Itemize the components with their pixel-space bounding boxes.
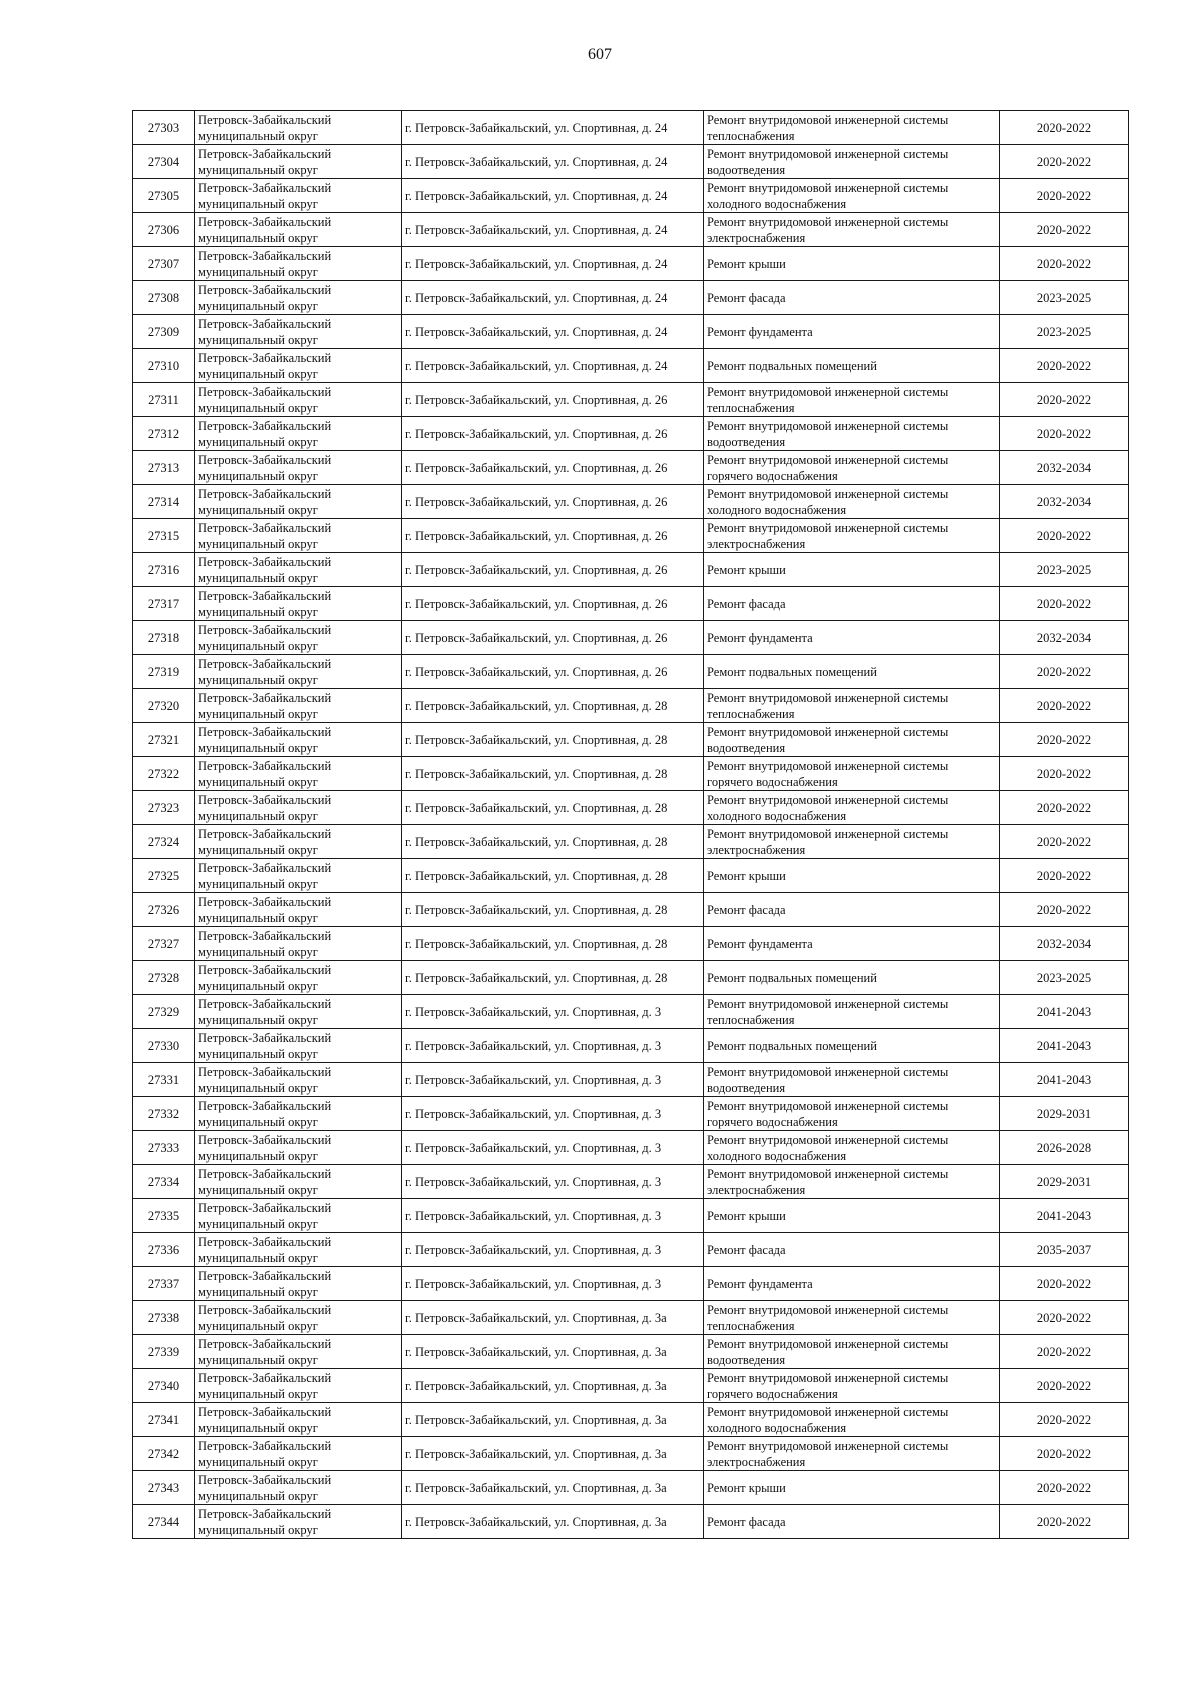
- address-cell: г. Петровск-Забайкальский, ул. Спортивная, д. 28: [402, 757, 704, 791]
- municipality-cell: Петровск-Забайкальский муниципальный округ: [195, 825, 402, 859]
- municipality-cell: Петровск-Забайкальский муниципальный округ: [195, 1199, 402, 1233]
- period-cell: 2020-2022: [1000, 1437, 1129, 1471]
- municipality-cell: Петровск-Забайкальский муниципальный округ: [195, 621, 402, 655]
- table-row: [133, 1437, 1129, 1471]
- work-type-cell: Ремонт внутридомовой инженерной системы холодного водоснабжения: [704, 1403, 1000, 1437]
- row-number-cell: 27338: [133, 1301, 195, 1335]
- row-number-cell: 27319: [133, 655, 195, 689]
- address-cell: г. Петровск-Забайкальский, ул. Спортивная, д. 26: [402, 655, 704, 689]
- work-type-cell: Ремонт внутридомовой инженерной системы холодного водоснабжения: [704, 1131, 1000, 1165]
- period-cell: 2032-2034: [1000, 621, 1129, 655]
- municipality-cell: Петровск-Забайкальский муниципальный округ: [195, 1301, 402, 1335]
- municipality-cell: Петровск-Забайкальский муниципальный округ: [195, 349, 402, 383]
- period-cell: 2026-2028: [1000, 1131, 1129, 1165]
- municipality-cell: Петровск-Забайкальский муниципальный округ: [195, 145, 402, 179]
- row-number-cell: 27303: [133, 111, 195, 145]
- municipality-cell: Петровск-Забайкальский муниципальный округ: [195, 111, 402, 145]
- table-row: [133, 689, 1129, 723]
- address-cell: г. Петровск-Забайкальский, ул. Спортивная, д. 26: [402, 451, 704, 485]
- work-type-cell: Ремонт крыши: [704, 553, 1000, 587]
- period-cell: 2032-2034: [1000, 451, 1129, 485]
- row-number-cell: 27343: [133, 1471, 195, 1505]
- row-number-cell: 27339: [133, 1335, 195, 1369]
- period-cell: 2023-2025: [1000, 281, 1129, 315]
- table-row: [133, 213, 1129, 247]
- table-row: [133, 995, 1129, 1029]
- table-row: [133, 281, 1129, 315]
- work-type-cell: Ремонт фасада: [704, 281, 1000, 315]
- municipality-cell: Петровск-Забайкальский муниципальный округ: [195, 553, 402, 587]
- work-type-cell: Ремонт фасада: [704, 587, 1000, 621]
- work-type-cell: Ремонт внутридомовой инженерной системы горячего водоснабжения: [704, 757, 1000, 791]
- period-cell: 2029-2031: [1000, 1165, 1129, 1199]
- address-cell: г. Петровск-Забайкальский, ул. Спортивная, д. 3: [402, 1097, 704, 1131]
- row-number-cell: 27307: [133, 247, 195, 281]
- row-number-cell: 27326: [133, 893, 195, 927]
- table-row: [133, 145, 1129, 179]
- municipality-cell: Петровск-Забайкальский муниципальный округ: [195, 1063, 402, 1097]
- period-cell: 2020-2022: [1000, 757, 1129, 791]
- row-number-cell: 27306: [133, 213, 195, 247]
- period-cell: 2020-2022: [1000, 383, 1129, 417]
- work-type-cell: Ремонт подвальных помещений: [704, 655, 1000, 689]
- period-cell: 2032-2034: [1000, 485, 1129, 519]
- work-type-cell: Ремонт подвальных помещений: [704, 1029, 1000, 1063]
- row-number-cell: 27318: [133, 621, 195, 655]
- address-cell: г. Петровск-Забайкальский, ул. Спортивная, д. 3а: [402, 1335, 704, 1369]
- address-cell: г. Петровск-Забайкальский, ул. Спортивная, д. 26: [402, 587, 704, 621]
- row-number-cell: 27327: [133, 927, 195, 961]
- period-cell: 2020-2022: [1000, 1505, 1129, 1539]
- repair-schedule-table: [132, 110, 1129, 1539]
- period-cell: 2020-2022: [1000, 1471, 1129, 1505]
- row-number-cell: 27315: [133, 519, 195, 553]
- address-cell: г. Петровск-Забайкальский, ул. Спортивная, д. 3: [402, 1267, 704, 1301]
- address-cell: г. Петровск-Забайкальский, ул. Спортивная, д. 28: [402, 791, 704, 825]
- work-type-cell: Ремонт внутридомовой инженерной системы водоотведения: [704, 1063, 1000, 1097]
- table-row: [133, 927, 1129, 961]
- municipality-cell: Петровск-Забайкальский муниципальный округ: [195, 1505, 402, 1539]
- row-number-cell: 27313: [133, 451, 195, 485]
- table-row: [133, 961, 1129, 995]
- address-cell: г. Петровск-Забайкальский, ул. Спортивная, д. 24: [402, 281, 704, 315]
- address-cell: г. Петровск-Забайкальский, ул. Спортивная, д. 3а: [402, 1403, 704, 1437]
- table-row: [133, 553, 1129, 587]
- work-type-cell: Ремонт внутридомовой инженерной системы теплоснабжения: [704, 1301, 1000, 1335]
- municipality-cell: Петровск-Забайкальский муниципальный округ: [195, 247, 402, 281]
- work-type-cell: Ремонт внутридомовой инженерной системы холодного водоснабжения: [704, 485, 1000, 519]
- address-cell: г. Петровск-Забайкальский, ул. Спортивная, д. 28: [402, 825, 704, 859]
- work-type-cell: Ремонт фундамента: [704, 315, 1000, 349]
- address-cell: г. Петровск-Забайкальский, ул. Спортивная, д. 28: [402, 893, 704, 927]
- work-type-cell: Ремонт фасада: [704, 1505, 1000, 1539]
- row-number-cell: 27334: [133, 1165, 195, 1199]
- row-number-cell: 27333: [133, 1131, 195, 1165]
- table-row: [133, 519, 1129, 553]
- municipality-cell: Петровск-Забайкальский муниципальный округ: [195, 587, 402, 621]
- row-number-cell: 27309: [133, 315, 195, 349]
- table-row: [133, 1335, 1129, 1369]
- municipality-cell: Петровск-Забайкальский муниципальный округ: [195, 1165, 402, 1199]
- period-cell: 2020-2022: [1000, 791, 1129, 825]
- municipality-cell: Петровск-Забайкальский муниципальный округ: [195, 893, 402, 927]
- row-number-cell: 27342: [133, 1437, 195, 1471]
- address-cell: г. Петровск-Забайкальский, ул. Спортивная, д. 26: [402, 383, 704, 417]
- address-cell: г. Петровск-Забайкальский, ул. Спортивная, д. 3а: [402, 1369, 704, 1403]
- period-cell: 2020-2022: [1000, 111, 1129, 145]
- row-number-cell: 27305: [133, 179, 195, 213]
- municipality-cell: Петровск-Забайкальский муниципальный округ: [195, 1403, 402, 1437]
- period-cell: 2020-2022: [1000, 1267, 1129, 1301]
- work-type-cell: Ремонт внутридомовой инженерной системы водоотведения: [704, 723, 1000, 757]
- period-cell: 2020-2022: [1000, 825, 1129, 859]
- table-row: [133, 247, 1129, 281]
- row-number-cell: 27304: [133, 145, 195, 179]
- municipality-cell: Петровск-Забайкальский муниципальный округ: [195, 281, 402, 315]
- table-row: [133, 417, 1129, 451]
- period-cell: 2020-2022: [1000, 689, 1129, 723]
- row-number-cell: 27335: [133, 1199, 195, 1233]
- table-row: [133, 179, 1129, 213]
- period-cell: 2020-2022: [1000, 723, 1129, 757]
- municipality-cell: Петровск-Забайкальский муниципальный округ: [195, 1029, 402, 1063]
- table-row: [133, 893, 1129, 927]
- table-row: [133, 1063, 1129, 1097]
- table-row: [133, 383, 1129, 417]
- address-cell: г. Петровск-Забайкальский, ул. Спортивная, д. 28: [402, 927, 704, 961]
- address-cell: г. Петровск-Забайкальский, ул. Спортивная, д. 26: [402, 621, 704, 655]
- page-number: 607: [588, 46, 612, 63]
- period-cell: 2020-2022: [1000, 349, 1129, 383]
- address-cell: г. Петровск-Забайкальский, ул. Спортивная, д. 28: [402, 689, 704, 723]
- address-cell: г. Петровск-Забайкальский, ул. Спортивная, д. 26: [402, 417, 704, 451]
- row-number-cell: 27328: [133, 961, 195, 995]
- municipality-cell: Петровск-Забайкальский муниципальный округ: [195, 1097, 402, 1131]
- work-type-cell: Ремонт фундамента: [704, 927, 1000, 961]
- period-cell: 2041-2043: [1000, 1063, 1129, 1097]
- work-type-cell: Ремонт внутридомовой инженерной системы электроснабжения: [704, 825, 1000, 859]
- address-cell: г. Петровск-Забайкальский, ул. Спортивная, д. 24: [402, 111, 704, 145]
- municipality-cell: Петровск-Забайкальский муниципальный округ: [195, 757, 402, 791]
- table-row: [133, 791, 1129, 825]
- address-cell: г. Петровск-Забайкальский, ул. Спортивная, д. 3: [402, 1029, 704, 1063]
- municipality-cell: Петровск-Забайкальский муниципальный округ: [195, 1437, 402, 1471]
- table-row: [133, 1369, 1129, 1403]
- period-cell: 2041-2043: [1000, 1029, 1129, 1063]
- row-number-cell: 27323: [133, 791, 195, 825]
- municipality-cell: Петровск-Забайкальский муниципальный округ: [195, 859, 402, 893]
- period-cell: 2041-2043: [1000, 1199, 1129, 1233]
- row-number-cell: 27317: [133, 587, 195, 621]
- work-type-cell: Ремонт внутридомовой инженерной системы электроснабжения: [704, 1437, 1000, 1471]
- municipality-cell: Петровск-Забайкальский муниципальный округ: [195, 655, 402, 689]
- municipality-cell: Петровск-Забайкальский муниципальный округ: [195, 1233, 402, 1267]
- address-cell: г. Петровск-Забайкальский, ул. Спортивная, д. 28: [402, 859, 704, 893]
- work-type-cell: Ремонт внутридомовой инженерной системы водоотведения: [704, 1335, 1000, 1369]
- work-type-cell: Ремонт крыши: [704, 859, 1000, 893]
- municipality-cell: Петровск-Забайкальский муниципальный округ: [195, 519, 402, 553]
- work-type-cell: Ремонт внутридомовой инженерной системы горячего водоснабжения: [704, 1097, 1000, 1131]
- work-type-cell: Ремонт внутридомовой инженерной системы теплоснабжения: [704, 995, 1000, 1029]
- table-row: [133, 825, 1129, 859]
- address-cell: г. Петровск-Забайкальский, ул. Спортивная, д. 24: [402, 213, 704, 247]
- address-cell: г. Петровск-Забайкальский, ул. Спортивная, д. 3: [402, 1165, 704, 1199]
- table-row: [133, 723, 1129, 757]
- address-cell: г. Петровск-Забайкальский, ул. Спортивная, д. 24: [402, 247, 704, 281]
- row-number-cell: 27344: [133, 1505, 195, 1539]
- table-row: [133, 1403, 1129, 1437]
- table-row: [133, 1301, 1129, 1335]
- address-cell: г. Петровск-Забайкальский, ул. Спортивная, д. 24: [402, 179, 704, 213]
- table-row: [133, 859, 1129, 893]
- period-cell: 2020-2022: [1000, 893, 1129, 927]
- work-type-cell: Ремонт крыши: [704, 1471, 1000, 1505]
- address-cell: г. Петровск-Забайкальский, ул. Спортивная, д. 28: [402, 723, 704, 757]
- address-cell: г. Петровск-Забайкальский, ул. Спортивная, д. 26: [402, 553, 704, 587]
- row-number-cell: 27320: [133, 689, 195, 723]
- row-number-cell: 27312: [133, 417, 195, 451]
- municipality-cell: Петровск-Забайкальский муниципальный округ: [195, 417, 402, 451]
- municipality-cell: Петровск-Забайкальский муниципальный округ: [195, 723, 402, 757]
- row-number-cell: 27330: [133, 1029, 195, 1063]
- address-cell: г. Петровск-Забайкальский, ул. Спортивная, д. 3а: [402, 1471, 704, 1505]
- row-number-cell: 27324: [133, 825, 195, 859]
- row-number-cell: 27329: [133, 995, 195, 1029]
- row-number-cell: 27337: [133, 1267, 195, 1301]
- period-cell: 2023-2025: [1000, 553, 1129, 587]
- period-cell: 2020-2022: [1000, 1335, 1129, 1369]
- work-type-cell: Ремонт внутридомовой инженерной системы горячего водоснабжения: [704, 1369, 1000, 1403]
- table-row: [133, 111, 1129, 145]
- period-cell: 2020-2022: [1000, 587, 1129, 621]
- municipality-cell: Петровск-Забайкальский муниципальный округ: [195, 213, 402, 247]
- period-cell: 2020-2022: [1000, 179, 1129, 213]
- work-type-cell: Ремонт фасада: [704, 1233, 1000, 1267]
- address-cell: г. Петровск-Забайкальский, ул. Спортивная, д. 24: [402, 315, 704, 349]
- address-cell: г. Петровск-Забайкальский, ул. Спортивная, д. 28: [402, 961, 704, 995]
- work-type-cell: Ремонт фундамента: [704, 1267, 1000, 1301]
- table-row: [133, 1165, 1129, 1199]
- table-row: [133, 1471, 1129, 1505]
- address-cell: г. Петровск-Забайкальский, ул. Спортивная, д. 3а: [402, 1505, 704, 1539]
- work-type-cell: Ремонт внутридомовой инженерной системы теплоснабжения: [704, 689, 1000, 723]
- municipality-cell: Петровск-Забайкальский муниципальный округ: [195, 1369, 402, 1403]
- period-cell: 2035-2037: [1000, 1233, 1129, 1267]
- period-cell: 2020-2022: [1000, 247, 1129, 281]
- period-cell: 2029-2031: [1000, 1097, 1129, 1131]
- address-cell: г. Петровск-Забайкальский, ул. Спортивная, д. 26: [402, 485, 704, 519]
- table-row: [133, 1505, 1129, 1539]
- municipality-cell: Петровск-Забайкальский муниципальный округ: [195, 383, 402, 417]
- row-number-cell: 27310: [133, 349, 195, 383]
- period-cell: 2020-2022: [1000, 213, 1129, 247]
- table-row: [133, 655, 1129, 689]
- row-number-cell: 27325: [133, 859, 195, 893]
- address-cell: г. Петровск-Забайкальский, ул. Спортивная, д. 3: [402, 1233, 704, 1267]
- period-cell: 2041-2043: [1000, 995, 1129, 1029]
- period-cell: 2020-2022: [1000, 519, 1129, 553]
- row-number-cell: 27322: [133, 757, 195, 791]
- work-type-cell: Ремонт внутридомовой инженерной системы водоотведения: [704, 417, 1000, 451]
- table-body: [133, 111, 1129, 1539]
- work-type-cell: Ремонт внутридомовой инженерной системы водоотведения: [704, 145, 1000, 179]
- row-number-cell: 27321: [133, 723, 195, 757]
- period-cell: 2020-2022: [1000, 859, 1129, 893]
- row-number-cell: 27341: [133, 1403, 195, 1437]
- address-cell: г. Петровск-Забайкальский, ул. Спортивная, д. 3: [402, 995, 704, 1029]
- table-row: [133, 451, 1129, 485]
- table-row: [133, 349, 1129, 383]
- work-type-cell: Ремонт крыши: [704, 247, 1000, 281]
- work-type-cell: Ремонт внутридомовой инженерной системы теплоснабжения: [704, 111, 1000, 145]
- row-number-cell: 27308: [133, 281, 195, 315]
- work-type-cell: Ремонт внутридомовой инженерной системы холодного водоснабжения: [704, 179, 1000, 213]
- address-cell: г. Петровск-Забайкальский, ул. Спортивная, д. 3: [402, 1063, 704, 1097]
- period-cell: 2020-2022: [1000, 1403, 1129, 1437]
- period-cell: 2023-2025: [1000, 315, 1129, 349]
- municipality-cell: Петровск-Забайкальский муниципальный округ: [195, 485, 402, 519]
- table-row: [133, 1199, 1129, 1233]
- address-cell: г. Петровск-Забайкальский, ул. Спортивная, д. 24: [402, 349, 704, 383]
- municipality-cell: Петровск-Забайкальский муниципальный округ: [195, 1267, 402, 1301]
- row-number-cell: 27340: [133, 1369, 195, 1403]
- address-cell: г. Петровск-Забайкальский, ул. Спортивная, д. 3а: [402, 1437, 704, 1471]
- period-cell: 2020-2022: [1000, 1369, 1129, 1403]
- table-row: [133, 1233, 1129, 1267]
- municipality-cell: Петровск-Забайкальский муниципальный округ: [195, 961, 402, 995]
- address-cell: г. Петровск-Забайкальский, ул. Спортивная, д. 3: [402, 1131, 704, 1165]
- period-cell: 2023-2025: [1000, 961, 1129, 995]
- row-number-cell: 27331: [133, 1063, 195, 1097]
- row-number-cell: 27314: [133, 485, 195, 519]
- municipality-cell: Петровск-Забайкальский муниципальный округ: [195, 315, 402, 349]
- period-cell: 2032-2034: [1000, 927, 1129, 961]
- municipality-cell: Петровск-Забайкальский муниципальный округ: [195, 791, 402, 825]
- work-type-cell: Ремонт внутридомовой инженерной системы электроснабжения: [704, 519, 1000, 553]
- table-row: [133, 1097, 1129, 1131]
- period-cell: 2020-2022: [1000, 145, 1129, 179]
- table-row: [133, 1029, 1129, 1063]
- work-type-cell: Ремонт внутридомовой инженерной системы электроснабжения: [704, 213, 1000, 247]
- municipality-cell: Петровск-Забайкальский муниципальный округ: [195, 927, 402, 961]
- table-row: [133, 1131, 1129, 1165]
- municipality-cell: Петровск-Забайкальский муниципальный округ: [195, 451, 402, 485]
- municipality-cell: Петровск-Забайкальский муниципальный округ: [195, 689, 402, 723]
- table-row: [133, 621, 1129, 655]
- address-cell: г. Петровск-Забайкальский, ул. Спортивная, д. 26: [402, 519, 704, 553]
- municipality-cell: Петровск-Забайкальский муниципальный округ: [195, 1471, 402, 1505]
- table-row: [133, 1267, 1129, 1301]
- municipality-cell: Петровск-Забайкальский муниципальный округ: [195, 1335, 402, 1369]
- work-type-cell: Ремонт фундамента: [704, 621, 1000, 655]
- work-type-cell: Ремонт подвальных помещений: [704, 349, 1000, 383]
- period-cell: 2020-2022: [1000, 1301, 1129, 1335]
- row-number-cell: 27316: [133, 553, 195, 587]
- work-type-cell: Ремонт внутридомовой инженерной системы горячего водоснабжения: [704, 451, 1000, 485]
- address-cell: г. Петровск-Забайкальский, ул. Спортивная, д. 3а: [402, 1301, 704, 1335]
- municipality-cell: Петровск-Забайкальский муниципальный округ: [195, 1131, 402, 1165]
- row-number-cell: 27311: [133, 383, 195, 417]
- work-type-cell: Ремонт внутридомовой инженерной системы холодного водоснабжения: [704, 791, 1000, 825]
- period-cell: 2020-2022: [1000, 417, 1129, 451]
- work-type-cell: Ремонт внутридомовой инженерной системы теплоснабжения: [704, 383, 1000, 417]
- table-row: [133, 485, 1129, 519]
- work-type-cell: Ремонт подвальных помещений: [704, 961, 1000, 995]
- table-row: [133, 587, 1129, 621]
- row-number-cell: 27332: [133, 1097, 195, 1131]
- row-number-cell: 27336: [133, 1233, 195, 1267]
- municipality-cell: Петровск-Забайкальский муниципальный округ: [195, 179, 402, 213]
- work-type-cell: Ремонт фасада: [704, 893, 1000, 927]
- address-cell: г. Петровск-Забайкальский, ул. Спортивная, д. 3: [402, 1199, 704, 1233]
- work-type-cell: Ремонт внутридомовой инженерной системы электроснабжения: [704, 1165, 1000, 1199]
- municipality-cell: Петровск-Забайкальский муниципальный округ: [195, 995, 402, 1029]
- period-cell: 2020-2022: [1000, 655, 1129, 689]
- work-type-cell: Ремонт крыши: [704, 1199, 1000, 1233]
- address-cell: г. Петровск-Забайкальский, ул. Спортивная, д. 24: [402, 145, 704, 179]
- table-row: [133, 757, 1129, 791]
- table-row: [133, 315, 1129, 349]
